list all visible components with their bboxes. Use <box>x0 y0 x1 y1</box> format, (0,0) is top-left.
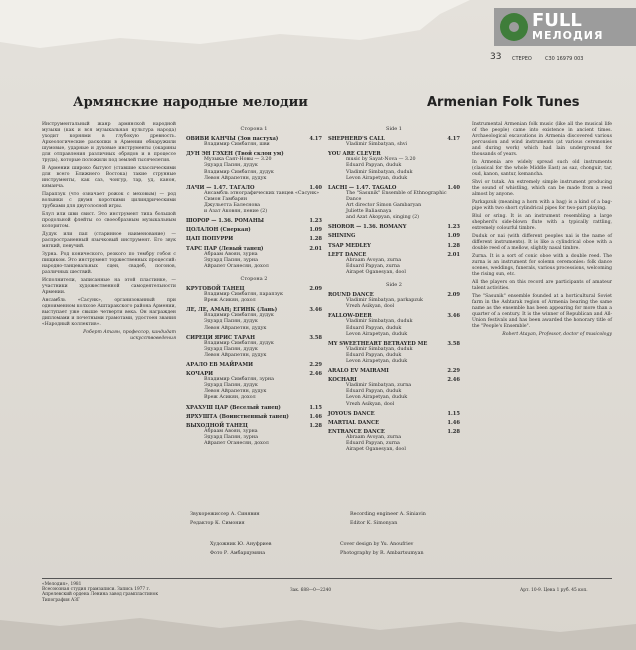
track-title: ХРАХУШ ЦАР (Веселый танец) <box>186 404 281 411</box>
en-paragraph: Robert Atayan, Professor, doctor of musicology <box>502 332 612 337</box>
track-performer: music by Sayat-Nova — 3.20 <box>346 157 416 163</box>
track-performer: Айрапет Оганесян, дохол <box>204 263 269 269</box>
en-paragraph: In Armenia are widely spread such old instruments (classical for the whole Middle East) as saz, chonguir, tar, oud, kanon, santur, kemancha. <box>472 160 612 177</box>
ru-paragraph: Инструментальный жанр армянской народной музыки (как и вся музыкальная культура народа) уходит корнями в глубокую древность. Археологические раскопки в Армении обнаружили шумовые, ударные и духовые инструменты (окарины для отправления различных обрядов и в процессе труда), которые положили под землей тысячелетия. <box>42 122 176 163</box>
track-title: СИРЕЦИ ЯРИС ТАРАН <box>186 334 256 341</box>
russian-tracklist <box>186 120 322 450</box>
track-duration: 2.29 <box>447 368 460 375</box>
track-entry <box>328 377 460 407</box>
track-performer: Эдуард Папян, дудук <box>204 319 258 325</box>
track-performer: Музыка Саят-Новы — 3.20 <box>204 157 272 163</box>
track-title: ШОРОР — 1.36. РОМАНЫ <box>186 218 264 225</box>
track-performer: Levon Airapetyan, duduk <box>346 331 408 337</box>
track-performer: Levon Airapetyan, duduk <box>346 175 408 181</box>
ru-paragraph: Роберт Атаян, профессор, кандидат искусствоведения <box>83 330 176 341</box>
side-1-label-ru: Сторона 1 <box>240 126 268 132</box>
track-title: SHINING <box>328 233 356 240</box>
ru-paragraph: В Армении широко бытуют (ставшие классическими для всего Ближнего Востока) такие струнные инструменты, как саз, чонгур, тар, уд, канон, кяманча. <box>42 166 176 189</box>
track-performer: Ансамбль этнографических танцев «Сасунк» <box>204 190 320 196</box>
track-entry <box>328 368 460 374</box>
track-performer: Levon Airapetyan, duduk <box>346 359 408 364</box>
en-paragraph: Parkapzuk (meaning a horn with a bag) is a kind of a bag-pipe with two short cylindrical pipes for two-part playing. <box>472 200 612 211</box>
track-entry <box>186 286 322 304</box>
track-title: ЛЕ, ЛЕ, АМАН; ЕГИНК (Лань) <box>186 307 278 314</box>
logo-brand: FULL <box>532 10 582 31</box>
track-duration: 3.58 <box>309 334 322 341</box>
credit-ru-designer: Художник Ю. Ануфриев <box>210 542 272 547</box>
brand-logo <box>494 8 636 46</box>
en-paragraph: Blul or sring. It is an instrument resembling a large shepherd's side-blown flute with a typically rattling, extremely colourful timbre. <box>472 214 612 231</box>
track-performer: Вреж Асикян, дохол <box>204 395 256 401</box>
track-performer: Владимир Симбатян, дудук <box>204 169 274 175</box>
english-notes-column <box>472 122 612 340</box>
en-paragraph: Zurna. It is a sort of conic oboe with a double reed. The zurna is an instrument for solemn ceremonies: folk dance scenes, weddings, funerals, various processions, welcoming the rising sun, etc. <box>472 254 612 277</box>
speed-mark: 33 <box>490 52 502 62</box>
en-paragraph: The "Sasunik" ensemble founded at a horticultural Soviet farm in the Ashtarak region of Armenia bearing the same name as the ensemble has been appearing for more than a quarter of a century. It is the winner of Republican and All-Union festivals and has been awarded the honorary title of the "People's Ensemble". <box>472 294 612 329</box>
track-entry <box>186 405 322 411</box>
track-duration: 1.40 <box>309 184 322 191</box>
track-title: MY SWEETHEART BETRAYED ME <box>328 340 428 347</box>
title-english: Armenian Folk Tunes <box>427 95 580 110</box>
track-performer: Abraam Avoyan, zurna <box>346 434 402 440</box>
track-entry <box>186 151 322 181</box>
track-performer: Владимир Симбатян, парапзук <box>204 292 284 298</box>
track-title: КОЧАРИ <box>186 371 214 378</box>
track-duration: 4.17 <box>309 136 322 143</box>
track-title: АРАЛО ЕВ МАЙРАМИ <box>186 362 254 368</box>
track-performer: Абраам Авоян, зурна <box>204 251 258 257</box>
track-entry <box>186 185 322 215</box>
track-title: ЦОЛАЛОН (Сверкая) <box>186 227 251 234</box>
track-performer: Владимир Симбатян, шви <box>204 142 270 148</box>
track-title: ЯРХУШТА (Воинственный танец) <box>186 413 289 420</box>
en-paragraph: Duduk or nai (with different peoples nai is the name of different instruments). It is like a cylindrical oboe with a double reed of a mellow, slightly nasal timbre. <box>472 234 612 251</box>
track-duration: 1.15 <box>309 404 322 411</box>
track-performer: Eduard Papyan, duduk <box>346 352 402 358</box>
side-2-label-ru: Сторона 2 <box>240 275 268 282</box>
track-title: SHOROR — 1.36. ROMANY <box>328 224 407 231</box>
russian-notes-column <box>42 122 176 344</box>
track-performer: Eduard Papyan, duduk <box>346 163 402 169</box>
english-tracklist <box>328 120 460 456</box>
track-entry <box>328 341 460 365</box>
track-duration: 3.46 <box>309 307 322 314</box>
track-performer: Abraam Avoyan, zurna <box>346 257 402 263</box>
track-title: ARALO EV MAIRAMI <box>328 368 389 375</box>
track-entry <box>328 429 460 453</box>
disc-icon <box>500 13 528 41</box>
credit-en-engineer: Recording engineer A. Siniavin <box>350 512 426 517</box>
track-performer: Владимир Симбатян, дудук <box>204 313 274 319</box>
track-entry <box>186 307 322 331</box>
track-entry <box>328 185 460 222</box>
track-title: ОВИВИ КАНЧЫ (Зов пастуха) <box>186 136 279 143</box>
catalog-number: С30 16979 003 <box>545 56 584 62</box>
track-duration: 1.28 <box>309 422 322 429</box>
track-title: LEFT DANCE <box>328 251 367 258</box>
track-duration: 1.09 <box>309 227 322 234</box>
credit-en-designer: Cover design by Yu. Anoufriev <box>340 542 414 547</box>
track-performer: Эдуард Папян, дудук <box>204 346 258 352</box>
track-duration: 2.29 <box>309 362 322 368</box>
track-entry <box>186 362 322 368</box>
track-duration: 1.15 <box>447 410 460 417</box>
logo-sub: МЕЛОДИЯ <box>532 29 604 42</box>
track-duration: 1.23 <box>309 218 322 225</box>
track-title: LACHI — 1.47. TAGALO <box>328 184 397 191</box>
track-title: ТАРС ПАР (Левый танец) <box>186 245 264 252</box>
track-performer: Vrezh Asikyan, dool <box>346 401 395 407</box>
track-duration: 1.46 <box>447 419 460 426</box>
track-performer: Абраам Авоян, зурна <box>204 428 258 434</box>
track-performer: Eduard Papyan, zurna <box>346 263 400 269</box>
track-performer: Джульетта Балеснова <box>204 203 260 209</box>
track-performer: Airapet Oganesyan, dool <box>346 447 406 453</box>
track-performer: and Azat Akopyan, singing (2) <box>346 215 420 221</box>
track-entry <box>328 233 460 239</box>
credit-en-editor: Editor K. Simonyan <box>350 521 398 526</box>
track-title: YOU ARE CLEVER <box>328 151 381 158</box>
track-performer: Владимир Симбатян, зурна <box>204 377 274 383</box>
side-1-label-en: Side 1 <box>386 126 402 132</box>
track-duration: 1.23 <box>447 224 460 231</box>
footer-imprint-line: «Мелодия», 1981 <box>42 582 82 587</box>
track-performer: Эдуард Папян, зурна <box>204 434 258 440</box>
track-performer: Levon Airapetyan, duduk <box>346 395 408 401</box>
ru-paragraph: Исполнители, записанные на этой пластинке, — участники художественной самодеятельности Армении. <box>42 278 176 295</box>
track-duration: 1.28 <box>309 236 322 243</box>
title-russian: Армянские народные мелодии <box>73 95 308 110</box>
credit-ru-engineer: Звукорежиссер А. Синявин <box>190 512 260 517</box>
track-title: ЦАП ПОПУРРИ <box>186 236 234 243</box>
track-title: ВЫХОДНОЙ ТАНЕЦ <box>186 422 248 429</box>
track-duration: 4.17 <box>447 136 460 143</box>
track-entry <box>186 236 322 242</box>
track-entry <box>328 420 460 426</box>
footer-price: Арт. 10-9. Цена 1 руб. 45 коп. <box>520 588 588 593</box>
track-performer: Левон Айрапетян, дудук <box>204 389 267 395</box>
track-entry <box>186 371 322 401</box>
track-entry <box>186 136 322 148</box>
track-entry <box>328 151 460 181</box>
track-title: MARTIAL DANCE <box>328 419 380 426</box>
track-performer: Эдуард Папян, дудук <box>204 163 258 169</box>
track-performer: Juliette Baliasnaya <box>346 209 392 215</box>
track-duration: 2.46 <box>309 371 322 378</box>
footer-imprint-line: Всесоюзная студия грамзаписи. Запись 1977 г. <box>42 587 151 593</box>
track-duration: 2.01 <box>309 245 322 252</box>
track-performer: и Азат Аковян, пение (2) <box>204 209 268 215</box>
track-duration: 1.46 <box>309 413 322 420</box>
footer-imprint-line: Типография АЗГ <box>42 597 80 603</box>
track-performer: Эдуард Папян, дудук <box>204 383 258 389</box>
track-duration: 2.46 <box>447 377 460 384</box>
track-entry <box>328 252 460 276</box>
ru-paragraph: Блул или шви свист. Это инструмент типа большой продольной флейты со своеобразным музыкальным колоритом. <box>42 212 176 229</box>
track-performer: Eduard Papyan, zurna <box>346 441 400 447</box>
track-performer: Vladimir Simbatyan, duduk <box>346 346 413 352</box>
track-performer: Левон Айрапетян, дудук <box>204 325 267 331</box>
ru-paragraph: Зурна. Род конического, резкого по тембру гобоя с пищиком. Это инструмент торжественных процессий: народно-танцевальных сцен, свадеб, погонов, различных шествий. <box>42 252 176 275</box>
track-title: SHEPHERD'S CALL <box>328 136 385 143</box>
track-duration: 2.01 <box>447 251 460 258</box>
stereo-label: СТЕРЕО <box>512 56 532 62</box>
footer-imprint-line: Апрелевский ордена Ленина завод грампластинок <box>42 592 159 598</box>
footer-imprint <box>42 582 182 603</box>
footer-rule <box>42 578 612 579</box>
track-duration: 3.58 <box>447 340 460 347</box>
ru-paragraph: Парапзук (что означает рожок с меховым) — род волынки с двумя короткими цилиндрическими трубками для двуголосной игры. <box>42 192 176 209</box>
track-performer: Art director Simon Gambaryan <box>346 203 422 209</box>
track-performer: Eduard Papyan, duduk <box>346 389 402 395</box>
track-entry <box>328 411 460 417</box>
track-duration: 1.09 <box>447 233 460 240</box>
track-performer: Vrezh Asikyan, dool <box>346 304 395 310</box>
credit-ru-editor: Редактор К. Симония <box>190 521 245 526</box>
en-paragraph: Shvi or tutak. An extremely simple instrument producing the sound of whistling, which can be made from a reed almost by anyone. <box>472 180 612 197</box>
track-entry <box>186 423 322 447</box>
track-title: TSAP MEDLEY <box>328 242 371 249</box>
track-performer: Айрапет Оганесян, дохол <box>204 441 269 447</box>
track-performer: The "Sasunik" Ensemble of Ethnographic Dance <box>346 190 447 202</box>
track-entry <box>186 227 322 233</box>
track-entry <box>328 313 460 337</box>
track-performer: Эдуард Папян, зурна <box>204 257 258 263</box>
track-entry <box>328 292 460 310</box>
footer-order-number: Зак. 688—0—2240 <box>290 588 332 593</box>
track-performer: Vladimir Simbatyan, parkapzuk <box>346 298 423 304</box>
credit-en-photo: Photography by R. Ambartsumyan <box>340 551 424 556</box>
track-duration: 1.28 <box>447 242 460 249</box>
track-performer: Вреж Асикян, дохол <box>204 298 256 304</box>
track-entry <box>328 224 460 230</box>
track-performer: Левон Айрапетян, дудук <box>204 175 267 181</box>
track-entry <box>186 335 322 359</box>
track-duration: 2.09 <box>447 292 460 299</box>
credit-ru-photo: Фото Р. Амбарцумяна <box>210 551 266 556</box>
track-performer: Владимир Симбатян, дудук <box>204 340 274 346</box>
track-performer: Airapet Oganesyan, dool <box>346 269 406 275</box>
track-entry <box>328 243 460 249</box>
ru-paragraph: Ансамбль «Сасунк», организованный при одноименном колхозе Аштаракского района Армении, выступает уже свыше четверти века. Он награжден дипломами и почетными грамотами, удостоен звания «Народный коллектив». <box>42 298 176 327</box>
track-duration: 1.40 <box>447 184 460 191</box>
track-performer: Vladimir Simbatyan, shvi <box>346 142 408 148</box>
track-title: ROUND DANCE <box>328 292 374 299</box>
en-paragraph: Instrumental Armenian folk music (like all the musical life of the people) came into existence in ancient times. Archaeological excavations in Armenia discovered various percussion and wind instruments (at various ceremonies and during work) which had lain underground for thousands of years. <box>472 122 612 157</box>
track-entry <box>328 136 460 148</box>
track-title: ДУН ЭН ГЭХЕН (Твой склон ум) <box>186 151 284 158</box>
track-title: KOCHARI <box>328 377 357 384</box>
track-entry <box>186 218 322 224</box>
track-duration: 1.28 <box>447 428 460 435</box>
track-title: FALLOW-DEER <box>328 313 372 320</box>
track-performer: Левон Айрапетян, дудук <box>204 352 267 358</box>
track-performer: Vladimir Simbatyan, duduk <box>346 319 413 325</box>
track-title: КРУГОВОЙ ТАНЕЦ <box>186 285 245 292</box>
track-performer: Vladimir Simbatyan, duduk <box>346 169 413 175</box>
track-performer: Симон Гамбарян <box>204 196 248 202</box>
track-performer: Eduard Papyan, duduk <box>346 325 402 331</box>
track-duration: 3.46 <box>447 313 460 320</box>
track-performer: Vladimir Simbatyan, zurna <box>346 383 412 389</box>
track-duration: 2.09 <box>309 285 322 292</box>
track-title: JOYOUS DANCE <box>328 410 375 417</box>
ru-paragraph: Дудук или пап (старинное наименование) — распространенный язычковый инструмент. Его звук мягкий, певучий. <box>42 232 176 249</box>
en-paragraph: All the players on this record are participants of amateur talent activities. <box>472 280 612 291</box>
track-entry <box>186 414 322 420</box>
track-entry <box>186 246 322 270</box>
side-2-label-en: Side 2 <box>386 281 402 288</box>
track-title: ENTRANCE DANCE <box>328 428 385 435</box>
track-title: ЛАЧИ — 1.47. ТАГАЛО <box>186 184 255 191</box>
